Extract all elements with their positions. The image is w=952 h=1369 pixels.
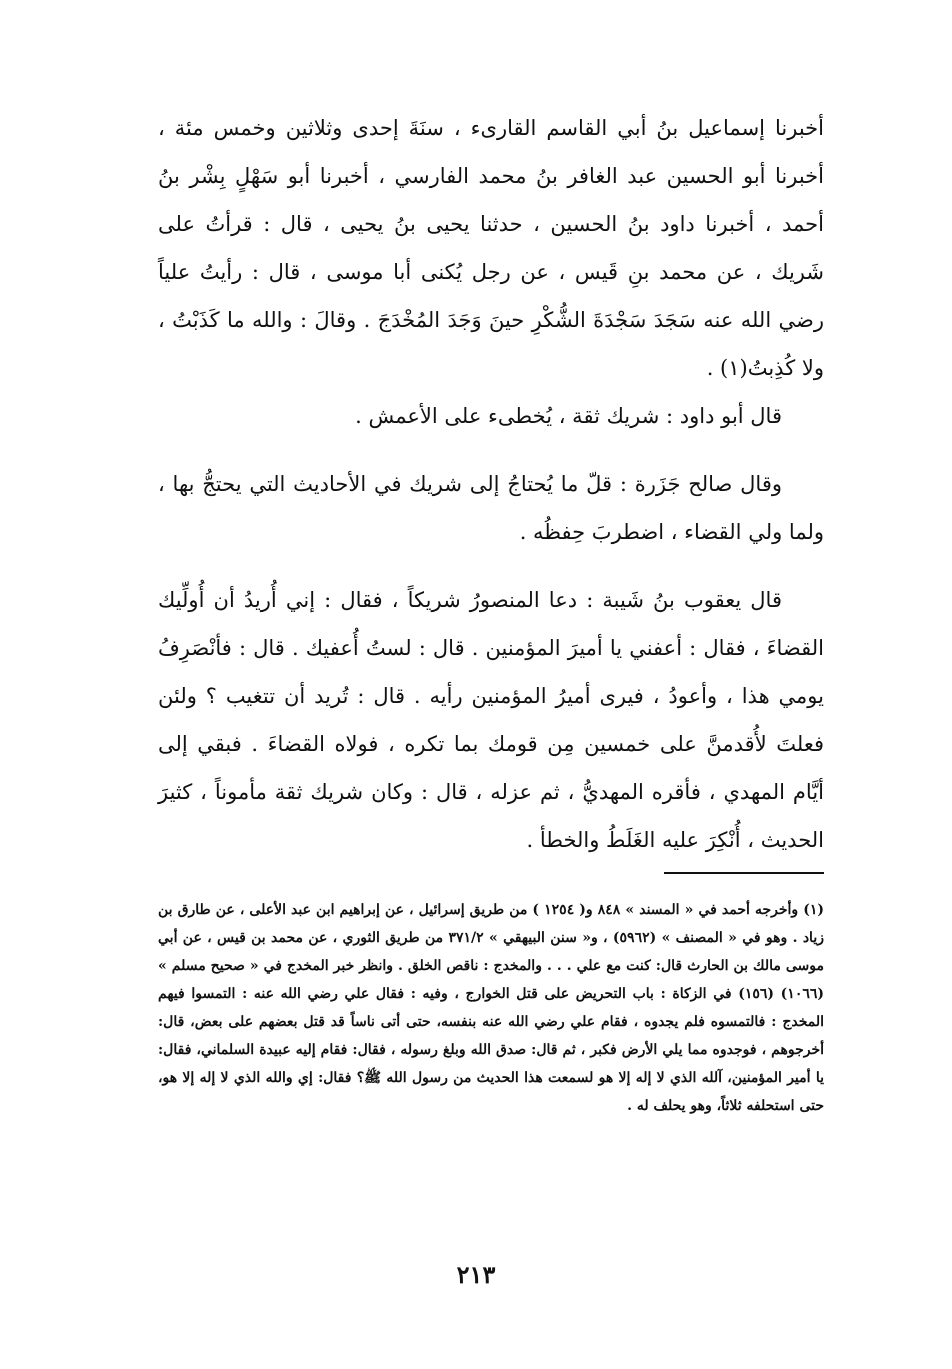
- paragraph-yaqub-ibn-shayba: قال يعقوب بنُ شَيبة : دعا المنصورُ شريكاً ، فقال : إني أُريدُ أن أُولِّيك القضاءَ ، فقال : أعفني يا أميرَ المؤمنين . قال : لستُ أُعفيك . قال : فأنْصَرِفُ يومي هذا ، وأعودُ ، فيرى أميرُ المؤمنين رأيه . قال : تُريد أن تتغيب ؟ ولئن فعلتَ لأُقدمنَّ على خمسين مِن قومك بما تكره ، فولاه القضاءَ . فبقي إلى أيَّام المهدي ، فأقره المهديُّ ، ثم عزله ، قال : وكان شريك ثقة مأموناً ، كثيرَ الحديث ، أُنْكِرَ عليه الغَلَطُ والخطأ .: [158, 588, 824, 852]
- paragraph-salih-jazara: وقال صالح جَزَرة : قلّ ما يُحتاجُ إلى شريك في الأحاديث التي يحتجُّ بها ، ولما ولي القضاء ، اضطربَ حِفظُه .: [158, 472, 824, 544]
- footnote: (١) وأخرجه أحمد في « المسند » ٨٤٨ و( ١٢٥٤ ) من طريق إسرائيل ، عن إبراهيم ابن عبد الأعلى ، عن طارق بن زياد . وهو في « المصنف » (٥٩٦٢) ، و« سنن البيهقي » ٣٧١/٢ من طريق الثوري ، عن محمد بن قيس ، عن أبي موسى مالك بن الحارث قال: كنت مع علي . . . والمخدج : ناقص الخلق . وانظر خبر المخدج في « صحيح مسلم » (١٠٦٦) (١٥٦) في الزكاة : باب التحريض على قتل الخوارج ، وفيه : فقال علي رضي الله عنه : التمسوا فيهم المخدج : فالتمسوه فلم يجدوه ، فقام علي رضي الله عنه بنفسه، حتى أتى ناساً قد قتل بعضهم على بعض، قال: أخرجوهم ، فوجدوه مما يلي الأرض فكبر ، ثم قال: صدق الله وبلغ رسوله ، فقال: فقام إليه عبيدة السلماني، فقال: يا أمير المؤمنين، آلله الذي لا إله إلا هو لسمعت هذا الحديث من رسول الله ﷺ؟ فقال: إي والله الذي لا إله إلا هو، حتى استحلفه ثلاثاً، وهو يحلف له .: [158, 902, 824, 1114]
- paragraph-isnad: أخبرنا إسماعيل بنُ أبي القاسم القارىء ، سنَةَ إحدى وثلاثين وخمس مئة ، أخبرنا أبو الحسين عبد الغافر بنُ محمد الفارسي ، أخبرنا أبو سَهْلٍ بِشْر بنُ أحمد ، أخبرنا داود بنُ الحسين ، حدثنا يحيى بنُ يحيى ، قال : قرأتُ على شَريك ، عن محمد بنِ قَيس ، عن رجل يُكنى أبا موسى ، قال : رأيتُ علياً رضي الله عنه سَجَدَ سَجْدَةَ الشُّكْرِ حينَ وَجَدَ المُخْدَجَ . وقالَ : والله ما كَذَبْتُ ، ولا كُذِبتُ(١) .: [158, 116, 824, 380]
- paragraph-abu-dawud: قال أبو داود : شريك ثقة ، يُخطىء على الأعمش .: [355, 404, 782, 428]
- footnote-separator: [664, 872, 824, 874]
- page-number: ٢١٣: [456, 1260, 496, 1289]
- main-text: [158, 104, 824, 864]
